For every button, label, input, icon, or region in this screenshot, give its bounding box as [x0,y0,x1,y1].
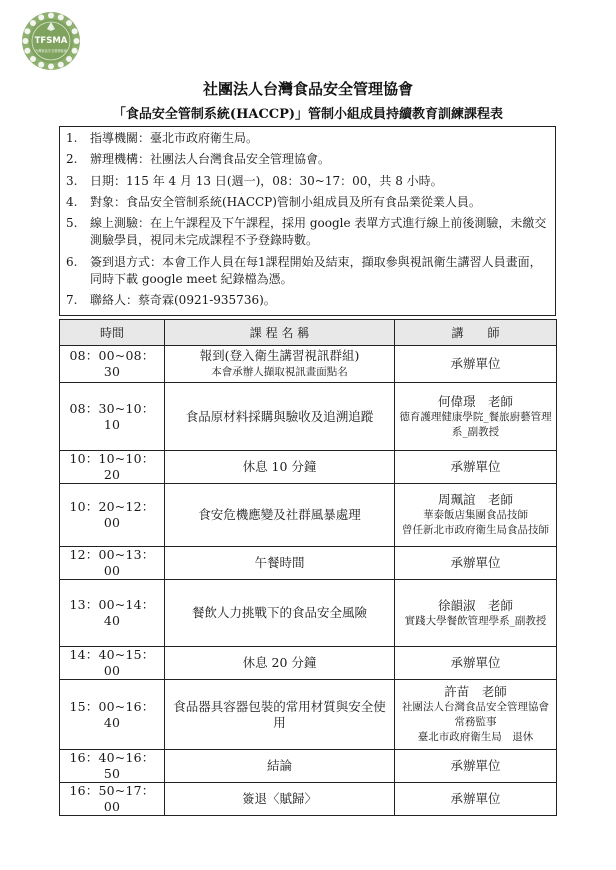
logo-label: TFSMA [34,36,68,46]
table-row [60,680,557,750]
tfsma-logo [22,12,80,70]
row-course [165,647,395,680]
instructor-name: 承辦單位 [450,655,501,670]
course-title: 報到(登入衛生講習視訊群組) [199,348,360,363]
row-instructor [395,647,557,680]
row-time: 10：20~12：00 [60,484,165,547]
row-course [165,383,395,451]
header-time: 時間 [60,320,165,346]
info-item-contact: 7. 聯絡人：蔡奇霖(0921-935736)。 [66,293,276,308]
instructor-name: 許苗 老師 [444,684,507,699]
instructor-name: 承辦單位 [450,555,501,570]
info-item-supervisor: 1. 指導機關：臺北市政府衛生局。 [66,131,259,145]
row-instructor [395,580,557,647]
row-instructor [395,680,557,750]
instructor-detail: 實踐大學餐飲管理學系_副教授 [404,614,547,627]
row-instructor [395,346,557,383]
row-time: 12：00~13：00 [60,547,165,580]
row-time: 08：00~08：30 [60,346,165,383]
instructor-name: 承辦單位 [450,791,501,806]
info-item-online-test: 5. 線上測驗：在上午課程及下午課程，採用 google 表單方式進行線上前後測驗，未繳交測驗學員，視同未完成課程不予登錄時數。 [66,216,547,248]
row-course [165,346,395,383]
row-time: 13：00~14：40 [60,580,165,647]
row-time: 14：40~15：00 [60,647,165,680]
course-title: 簽退〈賦歸〉 [241,791,317,806]
course-title: 午餐時間 [254,555,305,570]
header-course: 課 程 名 稱 [165,320,395,346]
row-course [165,783,395,816]
info-item-sign-in: 6. 簽到退方式：本會工作人員在每1課程開始及結束，擷取參與視訊衛生講習人員畫面，同時下載 google meet 紀錄檔為憑。 [66,254,542,287]
course-note: 本會承辦人擷取視訊畫面點名 [211,366,348,378]
header-instructor: 講 師 [395,320,557,346]
info-item-audience: 4. 對象：食品安全管制系統(HACCP)管制小組成員及所有食品業從業人員。 [66,194,481,209]
row-time: 16：40~16：50 [60,750,165,783]
row-course [165,547,395,580]
info-item-date: 3. 日期：115 年 4 月 13 日(週一)，08：30~17：00，共 8 小時。 [66,173,443,188]
row-instructor [395,750,557,783]
table-row [60,647,557,680]
instructor-name: 何偉璟 老師 [437,393,513,409]
row-course [165,451,395,484]
instructor-detail: 德育護理健康學院_餐旅廚藝管理系_副教授 [399,410,552,438]
row-instructor [395,451,557,484]
course-title: 食安危機應變及社群風暴處理 [198,507,361,522]
instructor-name: 徐韻淑 老師 [437,597,513,613]
info-item-organizer: 2. 辦理機構：社團法人台灣食品安全管理協會。 [66,152,331,167]
row-instructor [395,547,557,580]
table-row [60,383,557,451]
instructor-name: 承辦單位 [450,356,501,371]
row-instructor [395,484,557,547]
course-title: 休息 20 分鐘 [242,655,317,670]
row-course [165,484,395,547]
table-row [60,346,557,383]
instructor-name: 周珮誼 老師 [437,492,513,507]
row-instructor [395,783,557,816]
org-title: 社團法人台灣食品安全管理協會 [202,80,413,98]
row-time: 15：00~16：40 [60,680,165,750]
row-time: 10：10~10：20 [60,451,165,484]
document-title: 「食品安全管制系統(HACCP)」管制小組成員持續教育訓練課程表 [112,107,504,122]
table-row [60,783,557,816]
course-title: 結論 [266,758,292,773]
row-course [165,580,395,647]
instructor-detail: 華泰飯店集團食品技師 曾任新北市政府衛生局食品技師 [402,509,549,536]
table-row [60,451,557,484]
table-row [60,484,557,547]
row-instructor [395,383,557,451]
table-row [60,547,557,580]
instructor-detail: 社團法人台灣食品安全管理協會常務監事 臺北市政府衛生局 退休 [402,701,549,743]
row-course [165,750,395,783]
row-course [165,680,395,750]
schedule-table [59,319,557,816]
course-title: 休息 10 分鐘 [242,459,317,474]
course-title: 食品原材料採購與驗收及追溯追蹤 [185,408,374,424]
info-box [59,126,556,316]
row-time: 16：50~17：00 [60,783,165,816]
row-time: 08：30~10：10 [60,383,165,451]
logo-subtext: 台灣食品安全管理協會 [35,49,67,53]
table-row [60,750,557,783]
table-row [60,580,557,647]
table-header-row [60,320,557,346]
course-title: 食品器具容器包裝的常用材質與安全使用 [173,698,386,730]
instructor-name: 承辦單位 [450,758,501,773]
instructor-name: 承辦單位 [450,459,501,474]
course-title: 餐飲人力挑戰下的食品安全風險 [191,605,367,620]
